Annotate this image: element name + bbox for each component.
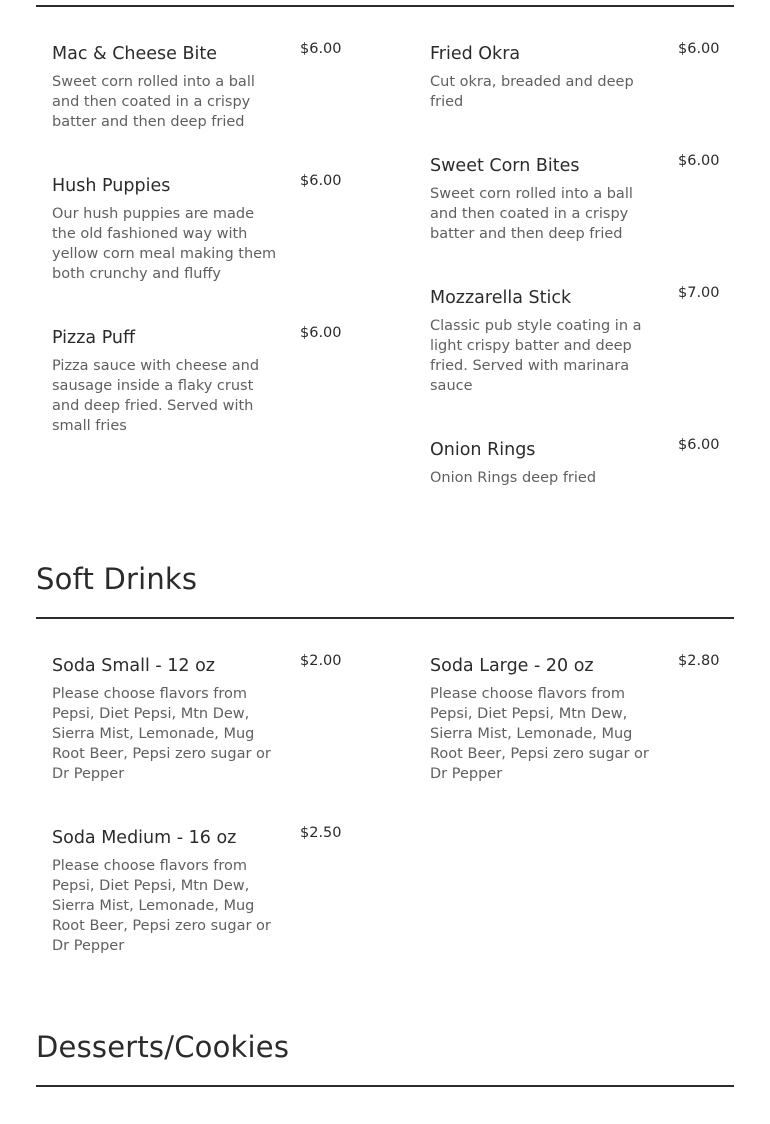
- menu-item[interactable]: [430, 655, 730, 784]
- menu-item[interactable]: [52, 827, 352, 956]
- item-description: Our hush puppies are made the old fashioned way with yellow corn meal making them both crunchy and fluffy: [52, 206, 277, 282]
- item-description: Sweet corn rolled into a ball and then coated in a crispy batter and then deep fried: [52, 74, 255, 130]
- section-title: Soft Drinks: [36, 562, 198, 596]
- section-title: Desserts/Cookies: [36, 1030, 290, 1064]
- section-divider: [36, 617, 734, 619]
- item-description: Cut okra, breaded and deep fried: [430, 74, 634, 110]
- item-name: Soda Medium - 16 oz: [52, 828, 237, 848]
- item-description: Please choose flavors from Pepsi, Diet Pepsi, Mtn Dew, Sierra Mist, Lemonade, Mug Root Beer, Pepsi zero sugar or Dr Pepper: [430, 686, 649, 782]
- item-name: Onion Rings: [430, 440, 536, 460]
- item-name: Mac & Cheese Bite: [52, 44, 218, 64]
- item-price: $2.80: [678, 653, 720, 669]
- menu-item[interactable]: [430, 43, 730, 112]
- item-name: Mozzarella Stick: [430, 288, 572, 308]
- item-name: Soda Small - 12 oz: [52, 656, 215, 676]
- item-name: Soda Large - 20 oz: [430, 656, 594, 676]
- section-divider: [36, 5, 734, 7]
- item-price: $6.00: [678, 41, 720, 57]
- item-description: Onion Rings deep fried: [430, 470, 597, 486]
- menu-item[interactable]: [430, 439, 730, 488]
- item-price: $6.00: [678, 437, 720, 453]
- menu-item[interactable]: [52, 327, 352, 436]
- menu-item[interactable]: [52, 43, 352, 132]
- menu-item[interactable]: [52, 175, 352, 284]
- item-description: Please choose flavors from Pepsi, Diet Pepsi, Mtn Dew, Sierra Mist, Lemonade, Mug Root Beer, Pepsi zero sugar or Dr Pepper: [52, 686, 271, 782]
- item-price: $6.00: [300, 41, 342, 57]
- item-price: $2.50: [300, 825, 342, 841]
- item-name: Pizza Puff: [52, 328, 136, 348]
- section-divider: [36, 1085, 734, 1087]
- item-description: Sweet corn rolled into a ball and then coated in a crispy batter and then deep fried: [430, 186, 633, 242]
- item-price: $6.00: [300, 173, 342, 189]
- item-price: $6.00: [300, 325, 342, 341]
- item-name: Sweet Corn Bites: [430, 156, 580, 176]
- item-price: $7.00: [678, 285, 720, 301]
- menu-item[interactable]: [430, 287, 730, 396]
- item-description: Please choose flavors from Pepsi, Diet Pepsi, Mtn Dew, Sierra Mist, Lemonade, Mug Root Beer, Pepsi zero sugar or Dr Pepper: [52, 858, 271, 954]
- item-name: Fried Okra: [430, 44, 521, 64]
- menu-item[interactable]: [52, 655, 352, 784]
- item-description: Pizza sauce with cheese and sausage inside a flaky crust and deep fried. Served with small fries: [52, 358, 260, 434]
- item-price: $6.00: [678, 153, 720, 169]
- item-name: Hush Puppies: [52, 176, 171, 196]
- menu-item[interactable]: [430, 155, 730, 244]
- item-description: Classic pub style coating in a light crispy batter and deep fried. Served with marinara sauce: [430, 318, 642, 394]
- item-price: $2.00: [300, 653, 342, 669]
